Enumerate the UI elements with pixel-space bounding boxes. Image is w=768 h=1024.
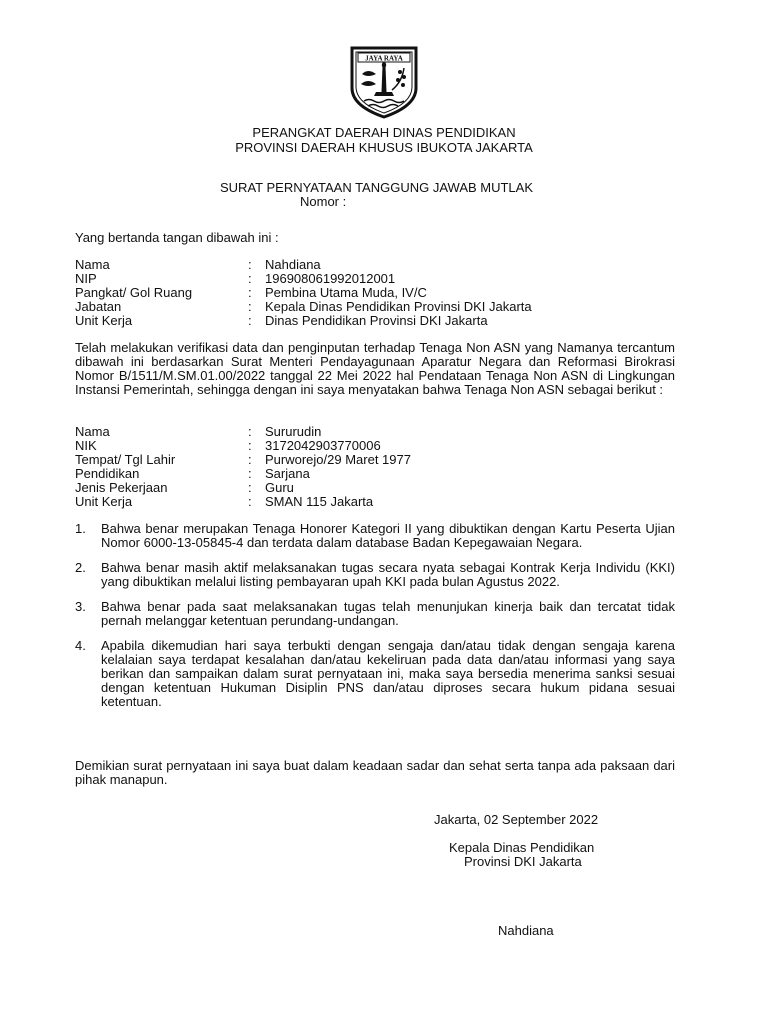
field-separator: : bbox=[248, 257, 252, 272]
field-label: Nama bbox=[75, 257, 110, 272]
signer-row-nama bbox=[75, 258, 532, 272]
statement-text: Apabila dikemudian hari saya terbukti dengan sengaja dan/atau tidak dengan sengaja karena kelalaian saya terdapat kesalahan dan/atau kekeliruan pada data dan/atau informasi yang saya berikan dan sampaikan dalam surat pernyataan ini, maka saya bersedia menerima sanksi sesuai dengan ketentuan Hukuman Disiplin PNS dan/atau diproses secara hukum pidana sesuai ketentuan. bbox=[101, 638, 675, 709]
field-separator: : bbox=[248, 438, 252, 453]
field-value: 3172042903770006 bbox=[265, 438, 381, 453]
place-date: Jakarta, 02 September 2022 bbox=[434, 812, 599, 827]
signer-info-table bbox=[75, 258, 532, 328]
list-item bbox=[75, 639, 675, 709]
statement-text: Bahwa benar pada saat melaksanakan tugas telah menunjukan kinerja baik dan tercatat tidak pernah melanggar ketentuan perundang-undangan. bbox=[101, 599, 675, 628]
field-value: Dinas Pendidikan Provinsi DKI Jakarta bbox=[265, 313, 488, 328]
field-label: Unit Kerja bbox=[75, 494, 133, 509]
field-separator: : bbox=[248, 494, 252, 509]
document-title: SURAT PERNYATAAN TANGGUNG JAWAB MUTLAK bbox=[220, 180, 534, 195]
signer-row-nip bbox=[75, 272, 532, 286]
field-value: Purworejo/29 Maret 1977 bbox=[265, 452, 411, 467]
closing-paragraph: Demikian surat pernyataan ini saya buat dalam keadaan sadar dan sehat serta tanpa ada paksaan dari pihak manapun. bbox=[75, 758, 675, 787]
employee-row-unit-kerja bbox=[75, 495, 411, 509]
field-label: Tempat/ Tgl Lahir bbox=[75, 452, 176, 467]
statement-number: 1. bbox=[75, 521, 86, 536]
employee-row-nik bbox=[75, 439, 411, 453]
signer-name: Nahdiana bbox=[498, 923, 554, 938]
field-value: Sururudin bbox=[265, 424, 322, 439]
field-value: Pembina Utama Muda, IV/C bbox=[265, 285, 427, 300]
field-value: Sarjana bbox=[265, 466, 310, 481]
agency-name-line2: PROVINSI DAERAH KHUSUS IBUKOTA JAKARTA bbox=[235, 140, 533, 155]
svg-text:JAYA RAYA: JAYA RAYA bbox=[365, 54, 403, 63]
verification-paragraph: Telah melakukan verifikasi data dan penginputan terhadap Tenaga Non ASN yang Namanya tercantum dibawah ini berdasarkan Surat Menteri Pendayagunaan Aparatur Negara dan Reformasi Birokrasi Nomor B/1511/M.SM.01.00/2022 tanggal 22 Mei 2022 hal Pendataan Tenaga Non ASN di Lingkungan Instansi Pemerintah, sehingga dengan ini saya menyatakan bahwa Tenaga Non ASN sebagai berikut : bbox=[75, 340, 675, 397]
signer-row-unit-kerja bbox=[75, 314, 532, 328]
employee-row-pendidikan bbox=[75, 467, 411, 481]
employee-row-ttl bbox=[75, 453, 411, 467]
field-label: NIK bbox=[75, 438, 97, 453]
field-value: 196908061992012001 bbox=[265, 271, 396, 286]
list-item bbox=[75, 522, 675, 550]
field-value: SMAN 115 Jakarta bbox=[265, 494, 374, 509]
statement-number: 3. bbox=[75, 599, 86, 614]
signer-position-line1: Kepala Dinas Pendidikan bbox=[449, 840, 595, 855]
field-label: NIP bbox=[75, 271, 97, 286]
field-separator: : bbox=[248, 271, 252, 286]
field-separator: : bbox=[248, 466, 252, 481]
field-value: Nahdiana bbox=[265, 257, 321, 272]
employee-info-table bbox=[75, 425, 411, 509]
document-number-label: Nomor : bbox=[300, 194, 347, 209]
field-separator: : bbox=[248, 480, 252, 495]
field-label: Jabatan bbox=[75, 299, 122, 314]
field-label: Unit Kerja bbox=[75, 313, 133, 328]
intro-text: Yang bertanda tangan dibawah ini : bbox=[75, 230, 279, 245]
field-label: Pangkat/ Gol Ruang bbox=[75, 285, 193, 300]
jakarta-emblem-icon bbox=[346, 44, 422, 120]
agency-name-line1: PERANGKAT DAERAH DINAS PENDIDIKAN bbox=[252, 125, 516, 140]
statement-text: Bahwa benar masih aktif melaksanakan tugas secara nyata sebagai Kontrak Kerja Individu (KKI) yang dibuktikan melalui listing pembayaran upah KKI pada bulan Agustus 2022. bbox=[101, 560, 675, 589]
field-label: Nama bbox=[75, 424, 110, 439]
field-value: Guru bbox=[265, 480, 294, 495]
employee-row-nama bbox=[75, 425, 411, 439]
field-value: Kepala Dinas Pendidikan Provinsi DKI Jakarta bbox=[265, 299, 532, 314]
field-label: Jenis Pekerjaan bbox=[75, 480, 168, 495]
field-separator: : bbox=[248, 452, 252, 467]
statement-number: 4. bbox=[75, 638, 86, 653]
signer-row-pangkat bbox=[75, 286, 532, 300]
signer-position-line2: Provinsi DKI Jakarta bbox=[464, 854, 582, 869]
field-separator: : bbox=[248, 285, 252, 300]
list-item bbox=[75, 600, 675, 628]
statement-list bbox=[75, 522, 675, 720]
field-separator: : bbox=[248, 313, 252, 328]
list-item bbox=[75, 561, 675, 589]
statement-text: Bahwa benar merupakan Tenaga Honorer Kategori II yang dibuktikan dengan Kartu Peserta Ujian Nomor 6000-13-05845-4 dan terdata dalam database Badan Kepegawaian Negara. bbox=[101, 521, 675, 550]
employee-row-jenis-pekerjaan bbox=[75, 481, 411, 495]
signer-row-jabatan bbox=[75, 300, 532, 314]
statement-number: 2. bbox=[75, 560, 86, 575]
field-separator: : bbox=[248, 424, 252, 439]
field-separator: : bbox=[248, 299, 252, 314]
field-label: Pendidikan bbox=[75, 466, 140, 481]
